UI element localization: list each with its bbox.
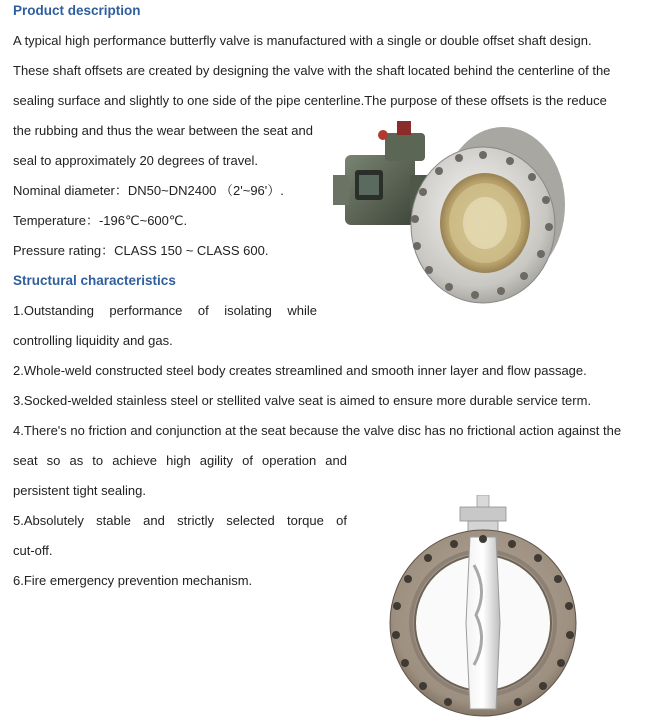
temperature: Temperature：-196℃~600℃. (13, 213, 188, 228)
pressure-rating: Pressure rating：CLASS 150 ~ CLASS 600. (13, 243, 269, 258)
characteristic-2: 2.Whole-weld constructed steel body creates streamlined and smooth inner layer and flow passage. (13, 363, 587, 378)
description-line-2: These shaft offsets are created by designing the valve with the shaft located behind the centerline of the (13, 63, 611, 78)
characteristic-4-line-1: 4.There's no friction and conjunction at the seat because the valve disc has no frictional action against the (13, 423, 622, 438)
characteristic-4-line-3: persistent tight sealing. (13, 483, 146, 498)
characteristic-1-line-1: 1.Outstanding performance of isolating while (13, 303, 317, 318)
description-line-4: the rubbing and thus the wear between the seat and (13, 123, 313, 138)
description-line-5: seal to approximately 20 degrees of travel. (13, 153, 258, 168)
description-line-1: A typical high performance butterfly valve is manufactured with a single or double offset shaft design. (13, 33, 592, 48)
butterfly-valve-icon (388, 495, 583, 720)
characteristic-4-line-2: seat so as to achieve high agility of operation and (13, 453, 347, 468)
nominal-diameter: Nominal diameter：DN50~DN2400 （2'~96'）. (13, 183, 284, 198)
characteristic-5-line-2: cut-off. (13, 543, 53, 558)
structural-characteristics-heading: Structural characteristics (13, 273, 176, 288)
characteristic-6: 6.Fire emergency prevention mechanism. (13, 573, 253, 588)
description-line-3: sealing surface and slightly to one side of the pipe centerline.The purpose of these offsets is the reduce (13, 93, 607, 108)
product-description-heading: Product description (13, 3, 141, 18)
characteristic-3: 3.Socked-welded stainless steel or stellited valve seat is aimed to ensure more durable service term. (13, 393, 592, 408)
characteristic-5-line-1: 5.Absolutely stable and strictly selected torque of (13, 513, 347, 528)
valve-with-actuator-icon (325, 115, 570, 310)
characteristic-1-line-2: controlling liquidity and gas. (13, 333, 173, 348)
